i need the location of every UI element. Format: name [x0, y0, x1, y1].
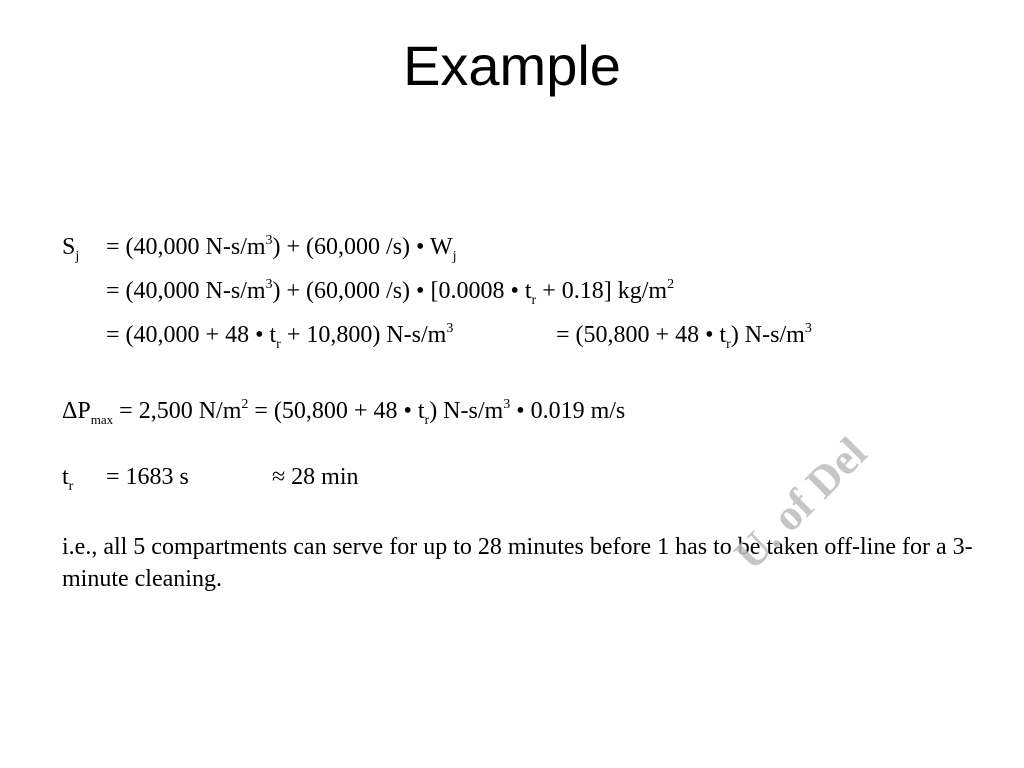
equation-line-3	[62, 320, 962, 350]
symbol-t-r: $t_r$	[62, 464, 74, 494]
equation-pressure-drop: $\Delta P_{max} = 2,500$ $N/m^2 = (50,800 + 48$ • $t_r$) $N-s/m^3$ • 0.019 m/s	[62, 397, 626, 428]
equation-line-2	[62, 276, 962, 306]
equation-rhs-3a: = (40,000 + 48 • $t_r + 10,800$) $N-s/m^3$	[106, 321, 454, 352]
equation-line-1	[62, 232, 962, 262]
equation-rhs-5a: = 1683 s	[106, 464, 189, 490]
equation-rhs-3b: = (50,800 + 48 • $t_r$) $N-s/m^3$	[556, 321, 812, 352]
slide-title: Example	[403, 34, 621, 97]
watermark: U. of Del	[724, 427, 877, 580]
symbol-s-j: $S_j$	[62, 234, 80, 264]
equation-rhs-1: = (40,000 $N-s/m^3) + (60,000$ /s) • $W_j$	[106, 233, 457, 264]
equation-line-4	[62, 396, 962, 426]
equation-rhs-2: = (40,000 $N-s/m^3) + (60,000$ /s) • [0.0008 • $t_r + 0.18$] $kg/m^2$	[106, 277, 675, 308]
conclusion-paragraph: i.e., all 5 compartments can serve for up to 28 minutes before 1 has to be taken off-line for a 3-minute cleaning.	[62, 534, 973, 592]
equation-rhs-5b: ≈ 28 min	[272, 464, 359, 490]
